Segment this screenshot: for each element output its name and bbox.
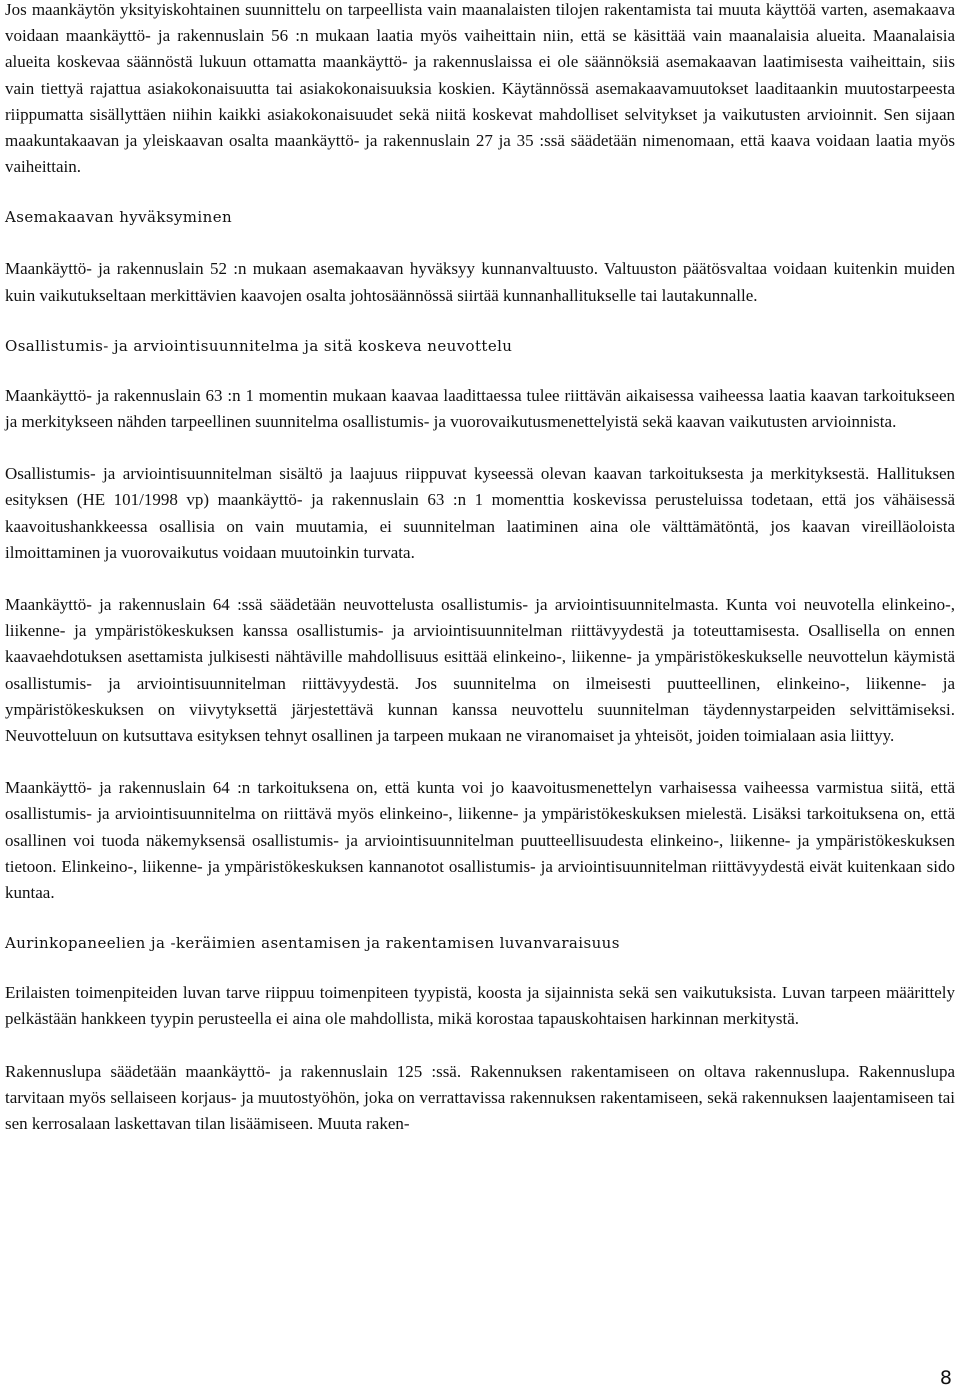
paragraph-hyvaksyminen: Maankäyttö- ja rakennuslain 52 :n mukaan asemakaavan hyväksyy kunnanvaltuusto. Valtuuston päätösvaltaa voidaan kuitenkin muiden kuin vaikutukseltaan merkittävien kaavojen osalta johtosäännössä siirtää kunnanhallitukselle tai lautakunnalle.	[5, 259, 955, 305]
paragraph-vaiheittainen-kaavoitus: Jos maankäytön yksityiskohtainen suunnittelu on tarpeellista vain maanalaisten tilojen rakentamista tai muuta käyttöä varten, asemakaava voidaan maankäyttö- ja rakennuslain 56 :n mukaan laatia myös vaiheittain niin, että se käsittää vain maanalaisia alueita. Maanalaisia alueita koskevaa säännöstä lukuun ottamatta maankäyttö- ja rakennuslaissa ei ole säännöksiä asemakaavan laatimisesta vaiheittain, siis vain tiettyä rajattua asiakokonaisuutta tai asiakokonaisuuksia koskien. Käytännössä asemakaavamuutokset laaditaankin muutostarpeesta riippumatta sisällyttäen niihin kaikki asiakokonaisuudet sekä niitä koskevat mahdolliset selvitykset ja vaikutusten arvioinnit. Sen sijaan maakuntakaavan ja yleiskaavan osalta maankäyttö- ja rakennuslain 27 ja 35 :ssä säädetään nimenomaan, että kaava voidaan laatia myös vaiheittain.	[5, 0, 955, 177]
paragraph-sisalto-ja-laajuus: Osallistumis- ja arviointisuunnitelman sisältö ja laajuus riippuvat kyseessä olevan kaavan tarkoituksesta ja merkityksestä. Hallituksen esityksen (HE 101/1998 vp) maankäyttö- ja rakennuslain 63 :n 1 momenttia koskevissa perusteluissa todetaan, että jos vähäisessä kaavoitushankkeessa osallisia on vain muutamia, ei suunnitelman laatiminen aina ole välttämätöntä, jos kaavan vireilläoloista ilmoittaminen ja vuorovaikutus voidaan muutoinkin turvata.	[5, 464, 955, 562]
paragraph-luvan-tarve: Erilaisten toimenpiteiden luvan tarve riippuu toimenpiteen tyypistä, koosta ja sijainnista sekä sen vaikutuksista. Luvan tarpeen määrittely pelkästään hankkeen tyypin perusteella ei aina ole mahdollista, mikä korostaa tapauskohtaisen harkinnan merkitystä.	[5, 983, 955, 1029]
heading-asemakaavan-hyvaksyminen: Asemakaavan hyväksyminen	[5, 208, 233, 227]
page-number: 8	[939, 1367, 952, 1389]
heading-aurinkopaneelien-luvanvaraisuus: Aurinkopaneelien ja -keräimien asentamisen ja rakentamisen luvanvaraisuus	[5, 934, 620, 953]
paragraph-rakennuslupa: Rakennuslupa säädetään maankäyttö- ja rakennuslain 125 :ssä. Rakennuksen rakentamiseen on oltava rakennuslupa. Rakennuslupa tarvitaan myös sellaiseen korjaus- ja muutostyöhön, joka on verrattavissa rakennuksen rakentamiseen, sekä rakennuksen laajentamiseen tai sen kerrosalaan laskettavan tilan lisäämiseen. Muuta raken-	[5, 1061, 955, 1134]
heading-osallistumis-ja-arviointisuunnitelma: Osallistumis- ja arviointisuunnitelma ja sitä koskeva neuvottelu	[5, 336, 513, 355]
document-page	[5, 0, 955, 1137]
paragraph-63-pykala: Maankäyttö- ja rakennuslain 63 :n 1 momentin mukaan kaavaa laadittaessa tulee riittävän aikaisessa vaiheessa laatia kaavan tarkoitukseen ja merkitykseen nähden tarpeellinen suunnitelma osallistumis- ja vuorovaikutusmenettelyistä sekä kaavan vaikutusten arvioinnista.	[5, 385, 955, 432]
paragraph-64-pykala-neuvottelu: Maankäyttö- ja rakennuslain 64 :ssä säädetään neuvottelusta osallistumis- ja arviointisuunnitelmasta. Kunta voi neuvotella elinkeino-, liikenne- ja ympäristökeskuksen kanssa osallistumis- ja arviointisuunnitelman riittävyydestä ja toteuttamisesta. Osallisella on ennen kaavaehdotuksen asettamista julkisesti nähtäville mahdollisuus esittää elinkeino-, liikenne- ja ympäristökeskukselle neuvottelun käymistä osallistumis- ja arviointisuunnitelman riittävyydestä. Jos suunnitelma on ilmeisesti puutteellinen, elinkeino-, liikenne- ja ympäristökeskuksen on viivytyksettä järjestettävä kunnan kanssa neuvottelu suunnitelman täydennystarpeiden selvittämiseksi. Neuvotteluun on kutsuttava esityksen tehnyt osallinen ja tarpeen mukaan ne viranomaiset ja yhteisöt, joiden toimialaan asia liittyy.	[5, 595, 955, 746]
paragraph-64-pykala-tarkoitus: Maankäyttö- ja rakennuslain 64 :n tarkoituksena on, että kunta voi jo kaavoitusmenettelyn varhaisessa vaiheessa varmistua siitä, että osallistumis- ja arviointisuunnitelma on riittävä myös elinkeino-, liikenne- ja ympäristökeskuksen mielestä. Lisäksi tarkoituksena on, että osallinen voi tuoda näkemyksensä osallistumis- ja arviointisuunnitelman puutteellisuudesta elinkeino-, liikenne- ja ympäristökeskuksen tietoon. Elinkeino-, liikenne- ja ympäristökeskuksen kannanotot osallistumis- ja arviointisuunnitelman riittävyydestä eivät kuitenkaan sido kuntaa.	[5, 778, 955, 903]
